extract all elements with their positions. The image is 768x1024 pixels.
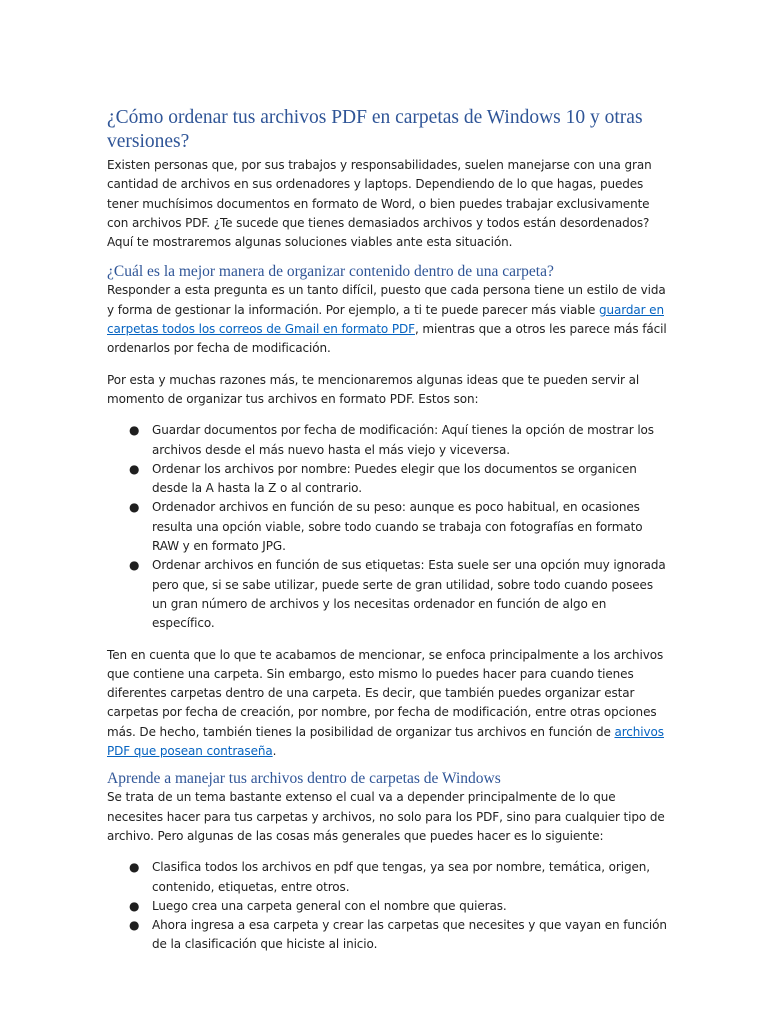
bullet-icon: ●: [129, 860, 140, 875]
list-item: [107, 897, 667, 916]
text-span: , mientras que a otros les parece más fácil ordenarlos por fecha de modificación.: [107, 322, 667, 356]
section2-paragraph-1: Se trata de un tema bastante extenso el cual va a depender principalmente de lo que necesites hacer para tus carpetas y archivos, no solo para los PDF, sino para cualquier tipo de archivo. Pero algunas de las cosas más generales que puedes hacer es lo siguiente:: [107, 790, 665, 843]
link-password-pdf[interactable]: archivos PDF que posean contraseña: [107, 724, 664, 759]
section-heading-organize: ¿Cuál es la mejor manera de organizar contenido dentro de una carpeta?: [107, 263, 554, 281]
intro-paragraph: Existen personas que, por sus trabajos y responsabilidades, suelen manejarse con una gran cantidad de archivos en sus ordenadores y laptops. Dependiendo de lo que hagas, puedes tener muchísimos documentos en formato de Word, o bien puedes trabajar exclusivamente con archivos PDF. ¿Te sucede que tienes demasiados archivos y todos están desordenados? Aquí te mostraremos algunas soluciones viables ante esta situación.: [107, 158, 652, 250]
list-item: [107, 916, 667, 955]
bullet-icon: ●: [129, 500, 140, 515]
text-span: Ten en cuenta que lo que te acabamos de mencionar, se enfoca principalmente a los archivos que contiene una carpeta. Sin embargo, esto mismo lo puedes hacer para cuando tienes diferentes carpetas dentro de una carpeta. Es decir, que también puedes organizar estar carpetas por fecha de creación, por nombre, por fecha de modificación, entre otras opciones más. De hecho, también tienes la posibilidad de organizar tus archivos en función de: [107, 647, 664, 739]
document-body: [107, 106, 667, 955]
bullet-icon: ●: [129, 898, 140, 913]
list-item-text: Ordenar los archivos por nombre: Puedes elegir que los documentos se organicen desde la A hasta la Z o al contrario.: [152, 461, 637, 496]
list-item-text: Ordenador archivos en función de su peso: aunque es poco habitual, en ocasiones resulta una opción viable, sobre todo cuando se trabaja con fotografías en formato RAW y en formato JPG.: [152, 500, 643, 554]
page-title: ¿Cómo ordenar tus archivos PDF en carpetas de Windows 10 y otras versiones?: [107, 107, 643, 152]
list-item-text: Ordenar archivos en función de sus etiquetas: Esta suele ser una opción muy ignorada pero que, si se sabe utilizar, puede serte de gran utilidad, sobre todo cuando posees un gran número de archivos y los necesitas ordenador en función de algo en específico.: [152, 558, 666, 631]
list-item: [107, 421, 667, 460]
manage-steps-list: [107, 858, 667, 954]
bullet-icon: ●: [129, 423, 140, 438]
bullet-icon: ●: [129, 558, 140, 573]
list-item: [107, 460, 667, 499]
text-span: .: [272, 744, 277, 759]
text-span: Responder a esta pregunta es un tanto difícil, puesto que cada persona tiene un estilo de vida y forma de gestionar la información. Por ejemplo, a ti te puede parecer más viable: [107, 283, 666, 317]
list-item-text: Ahora ingresa a esa carpeta y crear las carpetas que necesites y que vayan en función de la clasificación que hiciste al inicio.: [152, 918, 667, 952]
section-heading-manage: Aprende a manejar tus archivos dentro de carpetas de Windows: [107, 770, 501, 788]
section1-paragraph-3: [107, 646, 667, 762]
list-item: [107, 498, 667, 556]
list-item-text: Guardar documentos por fecha de modificación: Aquí tienes la opción de mostrar los archivos desde el más nuevo hasta el más viejo y viceversa.: [152, 423, 654, 457]
section1-paragraph-2: Por esta y muchas razones más, te mencionaremos algunas ideas que te pueden servir al momento de organizar tus archivos en formato PDF. Estos son:: [107, 372, 640, 406]
list-item-text: Clasifica todos los archivos en pdf que tengas, ya sea por nombre, temática, origen, contenido, etiquetas, entre otros.: [152, 860, 650, 894]
list-item: [107, 556, 667, 633]
section1-paragraph-1: [107, 281, 667, 358]
organize-ideas-list: [107, 421, 667, 633]
list-item-text: Luego crea una carpeta general con el nombre que quieras.: [152, 898, 507, 913]
bullet-icon: ●: [129, 918, 140, 933]
link-gmail-pdf[interactable]: guardar en carpetas todos los correos de Gmail en formato PDF: [107, 302, 664, 337]
list-item: [107, 858, 667, 897]
bullet-icon: ●: [129, 461, 140, 476]
